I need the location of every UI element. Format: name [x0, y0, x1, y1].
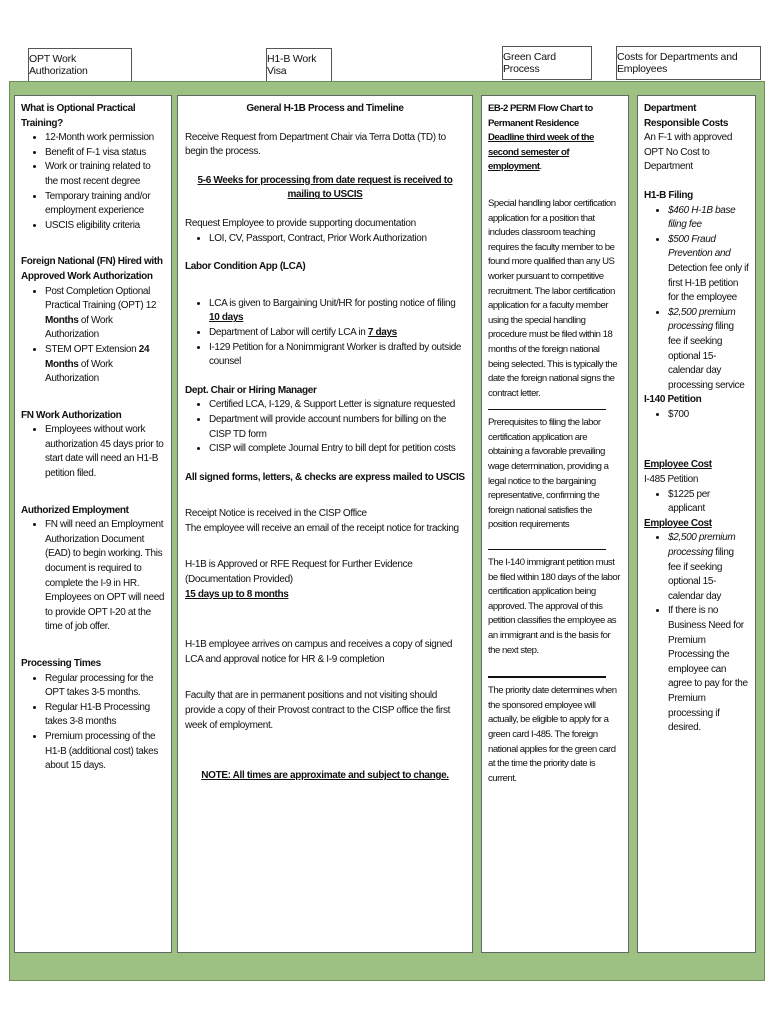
fn-title: Foreign National (FN) Hired with Approved Work Authorization: [21, 256, 163, 282]
list-item: [209, 297, 465, 326]
tab-opt-work-authorization: [28, 48, 132, 82]
i140-title: I-140 Petition: [644, 394, 702, 406]
list-item: • $460 H-1B base filing fee: [668, 204, 749, 233]
list-item: • I-129 Petition for a Nonimmigrant Worker is drafted by outside counsel: [209, 341, 465, 370]
list-item: • Department will provide account numbers for billing on the CISP TD form: [209, 413, 465, 442]
tab-label: Green Card Process: [503, 51, 556, 75]
tab-label: OPT Work Authorization: [29, 53, 88, 77]
approved-time: 15 days up to 8 months: [185, 588, 289, 600]
fnwa-list: [21, 423, 165, 481]
tab-label: Costs for Departments and Employees: [617, 51, 738, 75]
receipt-step: Receipt Notice is received in the CISP Office: [185, 508, 367, 520]
text-bold: 24 Months: [45, 343, 150, 370]
dept-title: Department Responsible Costs: [644, 103, 729, 129]
text: LCA is given to Bargaining Unit/HR for posting notice of filing: [209, 297, 456, 309]
receipt-step-2: The employee will receive an email of the receipt notice for tracking: [185, 522, 459, 534]
approved-step: H-1B is Approved or RFE Request for Further Evidence (Documentation Provided): [185, 559, 413, 586]
gc-paragraph-4: The priority date determines when the sponsored employee will actually, be eligible to apply for a green card I-485. The foreign national applies for the green card at the time the priority date is current.: [488, 685, 617, 784]
text: Detection fee only if first H-1B petition for the employee: [668, 262, 749, 304]
faculty-step: Faculty that are in permanent positions and not visiting should provide a copy of their Provost contract to the CISP office the first week of employment.: [185, 690, 451, 731]
text: filing fee if seeking optional 15-calendar day processing service: [668, 321, 745, 391]
gc-deadline: [488, 131, 622, 175]
text-italic: $2,500 premium processing: [668, 532, 736, 559]
gc-paragraph-3: The I-140 immigrant petition must be filed within 180 days of the labor certification application being approved. The approval of this petition classifies the employee as an immigrant and is the basis for the next step.: [488, 557, 620, 656]
list-item: • 12-Month work permission: [45, 131, 165, 146]
employee-cost-title: Employee Cost: [644, 459, 712, 471]
h1b-processing-time: 5-6 Weeks for processing from date request is received to mailing to USCIS: [197, 174, 453, 201]
mailed-step: All signed forms, letters, & checks are express mailed to USCIS: [185, 471, 465, 483]
i485-label: I-485 Petition: [644, 474, 699, 486]
list-item: [209, 326, 465, 341]
green-card-column: [481, 95, 629, 953]
text-bold: 7 days: [367, 326, 397, 338]
text: of Work Authorization: [45, 358, 113, 385]
divider: [488, 549, 606, 550]
h1b-filing-title: H1-B Filing: [644, 189, 693, 201]
list-item: [668, 531, 749, 604]
gc-paragraph-1: Special handling labor certification application for a position that includes classroom teaching requires the faculty member to be found more qualified than any US worker pursuant to competitive recruitment. The labor certification application for a faculty member using the special handling procedure must be filed within 18 months of the foreign national being selected. This is typically the date the foreign national signs the contract letter.: [488, 197, 618, 399]
opt-title: What is Optional Practical Training?: [21, 103, 136, 129]
text: of Work Authorization: [45, 314, 113, 341]
list-item: • Work or training related to the most recent degree: [45, 160, 165, 189]
text-bold: Months: [45, 314, 79, 326]
list-item: • $1225 per applicant: [668, 488, 749, 517]
list-item: • If there is no Business Need for Premium Processing the employee can agree to pay for the Premium processing if desired.: [668, 604, 749, 735]
list-item: • Regular processing for the OPT takes 3-5 months.: [45, 672, 165, 701]
dept-text: An F-1 with approved OPT No Cost to Department: [644, 132, 733, 173]
ae-title: Authorized Employment: [21, 504, 129, 516]
h1b-step-docs: Request Employee to provide supporting documentation: [185, 217, 416, 229]
opt-list: [21, 131, 165, 233]
h1b-filing-list: [644, 204, 749, 394]
fnwa-title: FN Work Authorization: [21, 409, 122, 421]
opt-column: [14, 95, 172, 953]
pt-list: [21, 672, 165, 774]
lca-title: Labor Condition App (LCA): [185, 261, 306, 273]
list-item: • FN will need an Employment Authorization Document (EAD) to begin working. This document is required to complete the I-9 in HR. Employees on OPT will need to provide OPT I-20 at the time of job offer.: [45, 518, 165, 635]
list-item: • Regular H1-B Processing takes 3-8 months: [45, 701, 165, 730]
employee-cost-list: [644, 531, 749, 735]
employee-cost-title-2: Employee Cost: [644, 517, 712, 529]
text-italic: $500 Fraud Prevention and: [668, 233, 731, 260]
i485-list: [644, 488, 749, 517]
gc-title: EB-2 PERM Flow Chart to Permanent Residence: [488, 103, 593, 129]
text: Post Completion Optional Practical Training (OPT) 12: [45, 285, 157, 312]
divider: [488, 409, 606, 410]
list-item: • CISP will complete Journal Entry to bill dept for petition costs: [209, 442, 465, 457]
ae-list: [21, 518, 165, 635]
docs-list: [185, 232, 465, 247]
list-item: • $700: [668, 408, 749, 423]
list-item: • Employees without work authorization 45 days prior to start date will need an H1-B petition filed.: [45, 423, 165, 481]
list-item: • Certified LCA, I-129, & Support Letter is signature requested: [209, 398, 465, 413]
list-item: • Benefit of F-1 visa status: [45, 146, 165, 161]
divider: [488, 676, 606, 678]
arrives-step: H-1B employee arrives on campus and receives a copy of signed LCA and approval notice for HR & I-9 completion: [185, 639, 453, 665]
text: STEM OPT Extension: [45, 343, 139, 355]
tab-label: H1-B Work Visa: [267, 53, 317, 77]
chair-title: Dept. Chair or Hiring Manager: [185, 384, 317, 396]
costs-column: [637, 95, 756, 953]
text: filing fee if seeking optional 15-calendar day: [668, 547, 734, 602]
lca-list: [185, 297, 465, 370]
text-bold: 10 days: [209, 312, 244, 324]
chair-list: [185, 398, 465, 456]
text-italic: $2,500 premium processing: [668, 306, 736, 333]
list-item: [45, 343, 165, 387]
tab-costs: [616, 46, 761, 80]
pt-title: Processing Times: [21, 658, 101, 669]
note: NOTE: All times are approximate and subject to change.: [201, 770, 449, 782]
list-item: • USCIS eligibility criteria: [45, 219, 165, 234]
list-item: [668, 306, 749, 394]
i140-list: [644, 408, 749, 423]
text: .: [539, 161, 542, 173]
h1b-title: General H-1B Process and Timeline: [246, 103, 404, 114]
list-item: • LOI, CV, Passport, Contract, Prior Work Authorization: [209, 232, 465, 247]
list-item: • Temporary training and/or employment experience: [45, 190, 165, 219]
list-item: [668, 233, 749, 306]
tab-green-card-process: [502, 46, 592, 80]
text: Department of Labor will certify LCA in: [209, 326, 368, 338]
gc-paragraph-2: Prerequisites to filing the labor certification application are obtaining a favorable prevailing wage determination, providing a legal notice to the bargaining representative, confirming the foreign national satisfies the position requirements: [488, 417, 609, 531]
deadline-text: Deadline third week of the second semester of employment: [488, 132, 594, 173]
tab-h1b-work-visa: [266, 48, 332, 82]
list-item: • Premium processing of the H1-B (additional cost) takes about 15 days.: [45, 730, 165, 774]
h1b-step-request: Receive Request from Department Chair via Terra Dotta (TD) to begin the process.: [185, 131, 446, 158]
fn-list: [21, 285, 165, 387]
list-item: [45, 285, 165, 343]
h1b-column: [177, 95, 473, 953]
